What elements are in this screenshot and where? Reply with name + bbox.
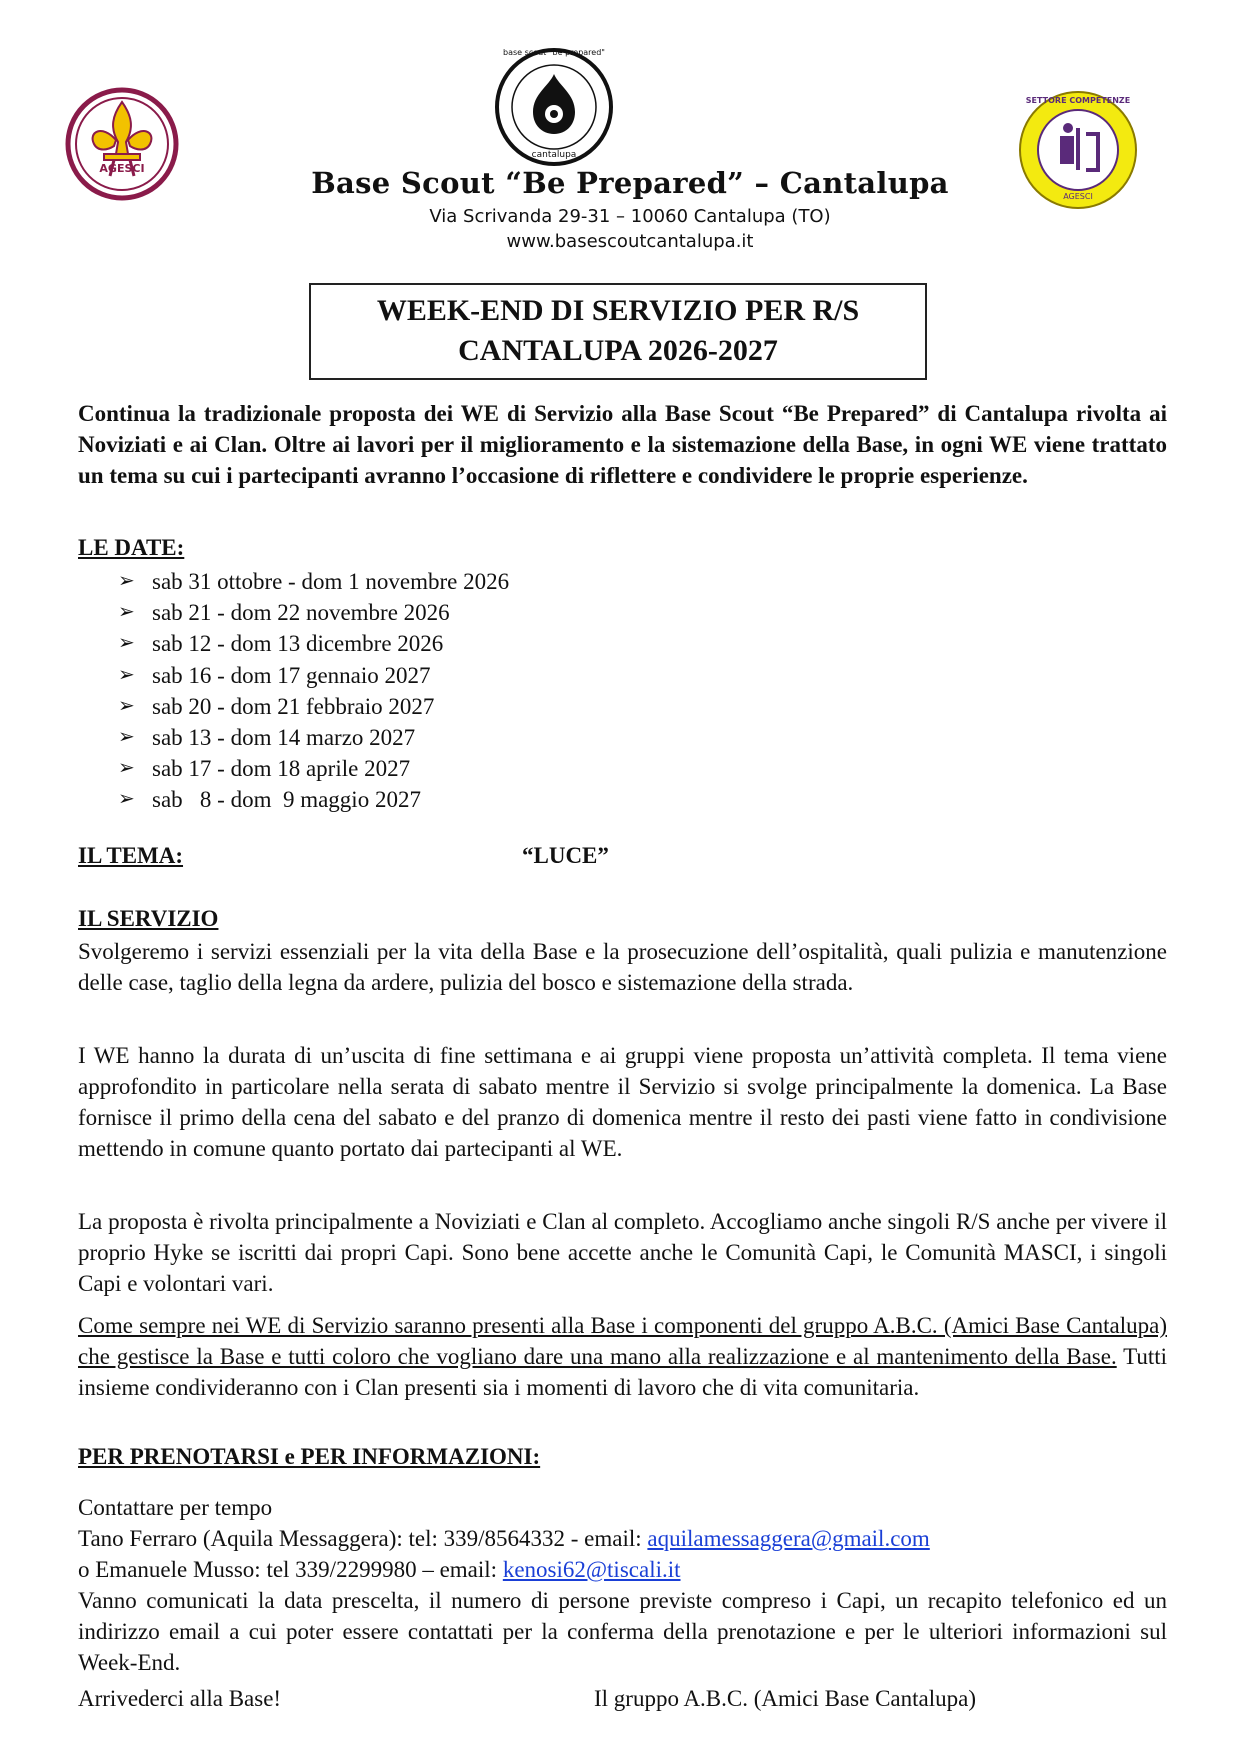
date-text: sab 13 - dom 14 marzo 2027	[152, 725, 416, 751]
contacts-note: Vanno comunicati la data prescelta, il numero di persone previste compreso i Capi, un recapito telefonico ed un indirizzo email a cui poter essere contattati per la conferma della prenotazione e per le ulteriori informazioni sul Week-End.	[78, 1588, 1167, 1675]
email-link-kenosi[interactable]: kenosi62@tiscali.it	[502, 1557, 681, 1582]
abc-underlined-text: Come sempre nei WE di Servizio saranno presenti alla Base i componenti del gruppo A.B.C. (Amici Base Cantalupa) che gestisce la Base e tutti coloro che vogliano dare una mano alla realizzazione e al mantenimento della Base.	[78, 1313, 1167, 1369]
base-scout-be-prepared-logo	[493, 46, 615, 168]
dates-list	[118, 566, 509, 816]
email-link-aquila[interactable]: aquilamessaggera@gmail.com	[647, 1526, 930, 1551]
title-line-2: CANTALUPA 2026-2027	[458, 334, 778, 367]
agesci-logo-text: AGESCI	[99, 162, 145, 175]
contacts-line-3	[78, 1554, 1167, 1585]
logo-right-top-text: SETTORE COMPETENZE	[1025, 96, 1131, 105]
logo-right-bottom-text: AGESCI	[1063, 192, 1093, 201]
date-text: sab 31 ottobre - dom 1 novembre 2026	[152, 569, 510, 595]
logo-center-top-text: base scout "be prepared"	[503, 48, 605, 57]
title-box	[309, 283, 927, 380]
date-text: sab 17 - dom 18 aprile 2027	[152, 756, 411, 782]
address: Via Scrivanda 29-31 – 10060 Cantalupa (TO)	[429, 206, 831, 227]
date-text: sab 8 - dom 9 maggio 2027	[152, 787, 421, 813]
footer-left: Arrivederci alla Base!	[78, 1686, 282, 1711]
arrow-bullet-icon: ➢	[118, 663, 135, 686]
footer-right: Il gruppo A.B.C. (Amici Base Cantalupa)	[594, 1686, 976, 1711]
contact-ferraro: Tano Ferraro (Aquila Messaggera): tel: 339/8564332 - email:	[78, 1526, 648, 1551]
intro-paragraph: Continua la tradizionale proposta dei WE di Servizio alla Base Scout “Be Prepared” di Cantalupa rivolta ai Noviziati e ai Clan. Oltre ai lavori per il miglioramento e la sistemazione della Base, in ogni WE viene trattato un tema su cui i partecipanti avranno l’occasione di riflettere e condividere le proprie esperienze.	[78, 401, 1167, 488]
contacts-heading: PER PRENOTARSI e PER INFORMAZIONI:	[78, 1444, 541, 1469]
agesci-logo	[62, 84, 182, 204]
arrow-bullet-icon: ➢	[118, 788, 135, 811]
date-text: sab 21 - dom 22 novembre 2026	[152, 600, 450, 626]
dates-heading: LE DATE:	[78, 535, 185, 560]
contacts-line-2	[78, 1523, 1167, 1554]
page-title: Base Scout “Be Prepared” – Cantalupa	[311, 166, 949, 200]
tema-value: “LUCE”	[522, 843, 609, 868]
date-text: sab 20 - dom 21 febbraio 2027	[152, 693, 435, 719]
arrow-bullet-icon: ➢	[118, 694, 135, 717]
date-item	[118, 722, 509, 753]
servizio-paragraph-3: La proposta è rivolta principalmente a Noviziati e Clan al completo. Accogliamo anche singoli R/S anche per vivere il proprio Hyke se iscritti dai propri Capi. Sono bene accette anche le Comunità Capi, le Comunità MASCI, i singoli Capi e volontari vari.	[78, 1209, 1167, 1296]
website[interactable]: www.basescoutcantalupa.it	[506, 231, 754, 252]
arrow-bullet-icon: ➢	[118, 601, 135, 624]
arrow-bullet-icon: ➢	[118, 570, 135, 593]
arrow-bullet-icon: ➢	[118, 757, 135, 780]
date-item	[118, 691, 509, 722]
arrow-bullet-icon: ➢	[118, 726, 135, 749]
date-item	[118, 753, 509, 784]
servizio-paragraph-1: Svolgeremo i servizi essenziali per la vita della Base e la prosecuzione dell’ospitalità, quali pulizia e manutenzione delle case, taglio della legna da ardere, pulizia del bosco e sistemazione della strada.	[78, 939, 1167, 995]
date-text: sab 16 - dom 17 gennaio 2027	[152, 662, 431, 688]
date-item	[118, 597, 509, 628]
servizio-paragraph-4	[78, 1310, 1167, 1403]
date-text: sab 12 - dom 13 dicembre 2026	[152, 631, 444, 657]
servizio-paragraph-2: I WE hanno la durata di un’uscita di fine settimana e ai gruppi viene proposta un’attività completa. Il tema viene approfondito in particolare nella serata di sabato mentre il Servizio si svolge principalmente la domenica. La Base fornisce il primo della cena del sabato e del pranzo di domenica mentre il resto dei pasti viene fatto in condivisione mettendo in comune quanto portato dai partecipanti al WE.	[78, 1043, 1167, 1161]
tema-heading: IL TEMA:	[78, 843, 184, 868]
servizio-heading: IL SERVIZIO	[78, 906, 219, 931]
abc-rest-text: Tutti insieme condivideranno con i Clan presenti sia i momenti di lavoro che di vita comunitaria.	[78, 1344, 1167, 1400]
date-item	[118, 660, 509, 691]
date-item	[118, 628, 509, 659]
title-line-1: WEEK-END DI SERVIZIO PER R/S	[376, 294, 860, 327]
date-item	[118, 784, 509, 815]
contact-musso: o Emanuele Musso: tel 339/2299980 – email:	[78, 1557, 503, 1582]
date-item	[118, 566, 509, 597]
arrow-bullet-icon: ➢	[118, 632, 135, 655]
contacts-line-1: Contattare per tempo	[78, 1495, 273, 1520]
logo-center-bottom-text: cantalupa	[531, 150, 577, 160]
